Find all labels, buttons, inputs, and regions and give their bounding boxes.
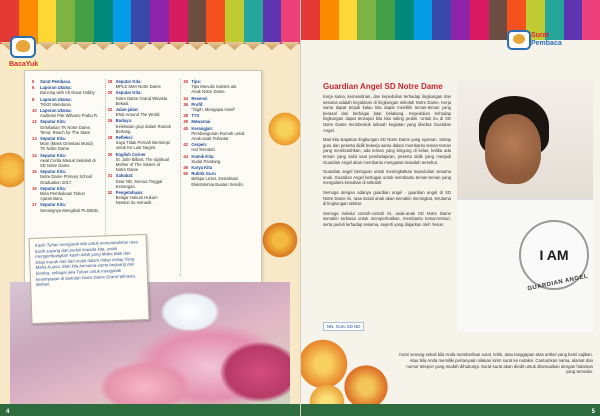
toc-entry[interactable] xyxy=(183,102,254,112)
toc-entry-body xyxy=(116,173,179,189)
pencil xyxy=(320,0,339,40)
flower-decoration xyxy=(260,220,300,260)
pencil xyxy=(414,0,433,40)
article-paragraph: Semoga dengan adanya guardian angel - guardian angel di SD Notre Dame ini, rasa sosial anak akan semakin meningkat, terutama di lingkungan sekitar. xyxy=(323,189,451,207)
toc-page-number: 22 xyxy=(107,107,113,113)
toc-entry-subtitle: Newton itu menarik. xyxy=(115,200,153,206)
toc-page-number: 6 xyxy=(32,85,35,91)
letters-invitation-text: Kami senang sekali bila Anda memberikan surat, kritik, atau tanggapan atas artikel yang kami sajikan. Atau bila Anda memiliki pertanyaan silakan kirim surat ke redaksi. Cantumkan nama, alamat dan nomor telepon yang mudah dihubungi. Surat-surat akan diedit untuk disesuaikan dengan halaman yang tersedia. xyxy=(399,352,593,375)
toc-entry-subtitle: "Gigih, Mengapai Hasil" xyxy=(191,107,236,113)
pencil xyxy=(188,0,207,44)
toc-entry-body xyxy=(191,126,254,142)
toc-entry-title: Tips: xyxy=(191,79,202,84)
toc-page-number: 14 xyxy=(32,152,37,158)
toc-page-number: 42 xyxy=(183,142,189,148)
surat-pembaca-logo xyxy=(507,28,563,58)
toc-entry-subtitle: Pembangunan Rumah untuk xyxy=(191,130,245,136)
toc-entry-subtitle: Tips Menulis Sukses ala xyxy=(191,84,237,90)
toc-entry[interactable] xyxy=(32,136,103,152)
pencil xyxy=(301,0,320,40)
flower-decoration xyxy=(266,110,300,148)
toc-page-number: 31 xyxy=(107,173,113,179)
toc-entry[interactable] xyxy=(32,108,103,118)
pencil xyxy=(470,0,489,40)
toc-entry-body xyxy=(191,79,254,95)
toc-entry-subtitle: TKKD Mendonia xyxy=(40,101,71,107)
toc-page-number: 18 xyxy=(107,79,113,84)
toc-entry-subtitle: Tema: Reach for The Stars xyxy=(40,129,90,135)
toc-entry-title: Karya Kita xyxy=(191,165,213,171)
stage-shape xyxy=(160,292,220,332)
face-shape xyxy=(485,114,541,184)
pencil xyxy=(56,0,75,44)
toc-page-number: 15 xyxy=(32,169,37,175)
toc-entry-title: Cerpen: xyxy=(191,142,208,148)
toc-page-number: 17 xyxy=(32,202,37,208)
toc-entry-subtitle: Bertang. xyxy=(115,128,132,134)
toc-entry-title: Laporan Utama: xyxy=(40,108,72,114)
toc-entry-subtitle: Awal Cerita Masuk Sekolah di xyxy=(40,157,96,163)
crowd-shape xyxy=(100,362,190,410)
toc-entry-body xyxy=(40,108,103,118)
toc-page-number: 38 xyxy=(183,113,189,119)
toc-entry-title: TTS xyxy=(191,113,200,119)
toc-entry-subtitle: Saya Tidak Pernah Bermimpi xyxy=(115,140,170,146)
toc-entry-body xyxy=(116,118,179,134)
toc-entry-title: Seputar Kita: xyxy=(40,169,67,175)
toc-entry-body xyxy=(40,186,103,202)
toc-entry-title: Surat Pembaca xyxy=(40,79,71,84)
pencil xyxy=(564,0,583,40)
toc-page-number: 34 xyxy=(183,95,189,101)
toc-entry[interactable] xyxy=(183,113,254,118)
pencil xyxy=(357,0,376,40)
pencil xyxy=(281,0,300,44)
toc-entry-body xyxy=(116,79,179,89)
toc-entry[interactable] xyxy=(108,190,179,206)
toc-entry[interactable] xyxy=(108,107,179,117)
toc-entry-subtitle: Anak Notre Dame. xyxy=(191,89,226,95)
toc-page-number: 30 xyxy=(107,151,113,157)
toc-entry-body xyxy=(191,113,254,118)
toc-entry-body xyxy=(116,90,179,106)
toc-entry-subtitle: Dear ND, Semua Tinggal xyxy=(115,178,163,184)
toc-entry-title: Seputar Kita: xyxy=(40,136,67,142)
toc-entry[interactable] xyxy=(32,119,103,135)
toc-entry-title: Mewarnai xyxy=(191,119,211,125)
badge-ring-text: GUARDIAN ANGEL xyxy=(527,273,589,293)
toc-entry-title: Refleksi: xyxy=(115,135,134,141)
article-body xyxy=(323,94,451,231)
pencil xyxy=(225,0,244,44)
pencil xyxy=(432,0,451,40)
toc-entry[interactable] xyxy=(183,154,254,164)
caption-card xyxy=(29,234,150,324)
toc-entry[interactable] xyxy=(32,153,103,169)
toc-page-number: 39 xyxy=(183,119,189,125)
toc-entry-subtitle: Kelekatan grup dalam Rumah xyxy=(115,123,172,129)
pencil xyxy=(75,0,94,44)
pencil xyxy=(376,0,395,40)
toc-entry[interactable] xyxy=(108,152,179,173)
toc-page-number: 50 xyxy=(183,171,189,177)
toc-entry-subtitle: Misa Pembukaan Tahun xyxy=(40,191,85,197)
toc-entry-subtitle: Audiensi Pak Wilvano Prabu R. xyxy=(40,113,99,119)
toc-entry-subtitle: Grisikatian TK Notre Dame. xyxy=(40,124,92,130)
article-paragraph: Mari kita siapakan lingkungan SD Notre Dame yang nyaman. Setiap guru dan peserta didik bekerja sama dalam membantu teman-teman yang membutuhkan, ada teman yang bingung di kelas, ketika ada teman yang sakit saat pembelajaran, peserta didik yang menjadi Guardian Angel akan membantu mengatasi masalah tersebut. xyxy=(323,137,451,165)
toc-entry[interactable] xyxy=(183,79,254,95)
toc-entry-subtitle: untuk Ke Luar Negeri. xyxy=(115,145,157,151)
toc-entry-subtitle: Notre Dame xyxy=(115,167,139,173)
pencil xyxy=(451,0,470,40)
pencil xyxy=(150,0,169,44)
logo-text-2: Pembaca xyxy=(531,40,562,47)
toc-entry-title: Resensi xyxy=(191,95,208,101)
toc-entry-subtitle: Notre Dame Grand Winasta xyxy=(115,95,168,101)
pencil xyxy=(582,0,600,40)
toc-entry-body xyxy=(191,119,254,124)
toc-entry-title: Laporan Utama: xyxy=(40,96,72,102)
toc-entry[interactable] xyxy=(108,90,179,106)
toc-page-number: 46 xyxy=(183,165,189,171)
pencil xyxy=(206,0,225,44)
article-title: Guardian Angel SD Notre Dame xyxy=(323,82,443,91)
toc-entry-subtitle: TK Notre Dame xyxy=(40,146,70,152)
toc-entry-title: Jalan-jalan: xyxy=(115,107,139,113)
footer-bar xyxy=(301,404,600,416)
toc-entry-body xyxy=(191,154,254,164)
pencil xyxy=(263,0,282,44)
pencil xyxy=(113,0,132,44)
toc-entry-title: Pengetahuan: xyxy=(115,190,144,196)
toc-entry-body xyxy=(191,171,254,187)
caption-text: Kasih Tuhan mengarah kita untuk menumbuhkan rasa kasih sayang dan peduli kepada kita, untuk mengembangkan kasih Allah yang Maha Baik dan tetap murah hati dan mulia dalam hidup setiap Yang Maha Kuasa. Mari kita bersama-sama berjuang dan berdoa, sebagai jiwa Tuhan untuk mengubah kesempatan di Sekolah Notre Dame Grand Winasta, Bekasi. xyxy=(34,239,138,288)
toc-entry-title: Kerangjan: xyxy=(191,125,214,131)
toc-page-number: 44 xyxy=(183,153,189,159)
toc-entry-title: Laporan Utama: xyxy=(40,85,72,91)
toc-entry-title: Seputar Kita: xyxy=(40,152,67,158)
toc-entry-title: Komik Kita: xyxy=(191,153,215,159)
toc-entry-body xyxy=(40,136,103,152)
toc-entry-subtitle: Belajar Lezat, Sosialisasi xyxy=(191,176,238,182)
toc-page-number: 13 xyxy=(32,136,37,142)
toc-entry-subtitle: Notre Dame Primary School xyxy=(40,174,93,180)
toc-entry-body xyxy=(116,152,179,173)
toc-entry[interactable] xyxy=(32,97,103,107)
logo-text: BacaYuk xyxy=(6,60,41,69)
toc-entry[interactable] xyxy=(108,173,179,189)
toc-entry[interactable] xyxy=(183,119,254,124)
toc-entry-subtitle: Hal Terindah. xyxy=(191,147,216,153)
toc-entry-title: Sahabat: xyxy=(115,173,134,179)
toc-entry-title: Seputar Kita: xyxy=(40,185,67,191)
article-paragraph: Kerja sama, kemandirian, dan kepedulian terhadap lingkungan dan sesama adalah keyakinan di lingkungan sekolah Notre Dame. Kerja sama dapat terjadi kalau kita dapat memiliki teman-teman yang berasal dari berbagai latar belakang. Kepedulian terhadap lingkungan dapat terwujud bila kita saling peduli. Untuk itu di SD Notre Dame membentuk sebuah kegiatan yang disebut Guardian Angel. xyxy=(323,94,451,133)
toc-entry-title: Profil: xyxy=(191,101,204,107)
toc-entry[interactable] xyxy=(108,79,179,89)
bird-icon xyxy=(513,34,525,44)
toc-entry-body xyxy=(40,85,103,95)
toc-entry-title: Seputar Kita: xyxy=(40,202,67,208)
toc-entry-subtitle: Sudut Pandang. xyxy=(191,158,222,164)
toc-entry-subtitle: Dancing with All About Hobby xyxy=(40,90,95,96)
toc-entry-body xyxy=(116,190,179,206)
badge-text: I AM xyxy=(539,247,569,263)
toc-entry-subtitle: Mom (Mass Orientasi Murid) xyxy=(40,141,93,147)
crowd-shape xyxy=(220,342,290,402)
toc-entry-subtitle: Belajar Hukum Hukum xyxy=(115,195,158,201)
toc-entry-subtitle: Anak-anak Terlantar xyxy=(191,136,229,142)
footer-bar xyxy=(0,404,300,416)
pencil xyxy=(244,0,263,44)
toc-entry[interactable] xyxy=(32,85,103,95)
toc-page-number: 26 xyxy=(107,118,113,124)
toc-page-number: 20 xyxy=(107,90,113,96)
toc-entry-body xyxy=(40,97,103,107)
toc-entry-subtitle: Ajaran Baru. xyxy=(40,196,64,202)
pencil xyxy=(131,0,150,44)
logo-text-1: Surat xyxy=(531,32,549,39)
toc-entry-body xyxy=(40,119,103,135)
pencil xyxy=(395,0,414,40)
toc-entry-subtitle: END Around The World. xyxy=(115,112,161,118)
toc-entry-title: Seputar Kita: xyxy=(115,79,142,84)
toc-page-number: 36 xyxy=(183,101,189,107)
toc-column xyxy=(180,79,256,276)
toc-page-number: 16 xyxy=(32,185,37,191)
toc-entry-subtitle: SD Notre Dame. xyxy=(40,163,71,169)
article-paragraph: Guardian angel bertujuan untuk meningkatkan kepedulian sesama anak. Guardian Angel bertugas untuk membantu teman-teman yang mengalami kesulitan di sekolah. xyxy=(323,169,451,186)
toc-entry[interactable] xyxy=(32,79,103,84)
toc-page-number: 28 xyxy=(107,135,113,141)
toc-entry-subtitle: Mother of The Sisters of xyxy=(115,162,161,168)
toc-entry-subtitle: Graduation 2017. xyxy=(40,179,73,185)
toc-entry-subtitle: Bekasi. xyxy=(115,100,130,106)
toc-page-number: 5 xyxy=(32,79,35,84)
article-signature: NN, Guru SD ND xyxy=(323,322,364,331)
toc-entry-body xyxy=(116,107,179,117)
toc-entry[interactable] xyxy=(32,186,103,202)
toc-entry-body xyxy=(40,79,103,84)
bird-icon xyxy=(16,40,30,52)
toc-entry[interactable] xyxy=(32,169,103,185)
pencil xyxy=(94,0,113,44)
article-paragraph: Semoga melalui contoh-contoh ini, anak-anak SD Notre Dame semakin terbiasa untuk memperhatikan, membantu teman-teman, serta peduli terhadap sesama, seperti yang diajarkan oleh Yesus. xyxy=(323,210,451,227)
toc-entry[interactable] xyxy=(32,202,103,212)
toc-entry-title: Rubrik Guru xyxy=(191,171,216,177)
pencil xyxy=(169,0,188,44)
toc-entry-body xyxy=(40,169,103,185)
student-portrait-photo xyxy=(457,80,593,332)
toc-entry-body xyxy=(116,135,179,151)
toc-entry-subtitle: Elektrokimia Buatan Sendiri. xyxy=(191,181,244,187)
toc-page-number: 8 xyxy=(32,96,35,102)
toc-entry-body xyxy=(40,153,103,169)
toc-entry[interactable] xyxy=(183,126,254,142)
toc-page-number: 40 xyxy=(183,125,189,131)
toc-entry-title: Budaya: xyxy=(115,118,133,124)
toc-entry-subtitle: St. Julie Billiart, The Spiritual xyxy=(115,156,169,162)
pencil xyxy=(489,0,508,40)
toc-entry-body xyxy=(191,165,254,170)
toc-entry-body xyxy=(191,142,254,152)
toc-page-number: 32 xyxy=(107,190,113,196)
right-page xyxy=(300,0,600,416)
toc-page-number: 12 xyxy=(32,119,37,125)
toc-page-number: 10 xyxy=(32,108,37,114)
toc-entry[interactable] xyxy=(108,135,179,151)
toc-entry[interactable] xyxy=(183,171,254,187)
toc-page-number: 33 xyxy=(183,79,189,84)
toc-entry-body xyxy=(191,96,254,101)
page-number: 5 xyxy=(591,409,595,415)
toc-entry[interactable] xyxy=(183,165,254,170)
page-number: 4 xyxy=(6,409,10,415)
toc-entry[interactable] xyxy=(183,142,254,152)
toc-entry-subtitle: Senangnya Mengikuti PLSBSB. xyxy=(40,207,99,213)
toc-entry-title: Seputar Kita: xyxy=(115,90,142,96)
toc-entry-body xyxy=(40,202,103,212)
toc-entry[interactable] xyxy=(108,118,179,134)
toc-entry-subtitle: Kenangan. xyxy=(115,183,136,189)
toc-entry[interactable] xyxy=(183,96,254,101)
toc-entry-title: English Corner xyxy=(115,151,146,157)
toc-entry-subtitle: MPLS SMA Notre Dame xyxy=(115,84,161,90)
toc-entry-body xyxy=(191,102,254,112)
pencil xyxy=(339,0,358,40)
toc-entry-title: Seputar Kita: xyxy=(40,119,67,125)
